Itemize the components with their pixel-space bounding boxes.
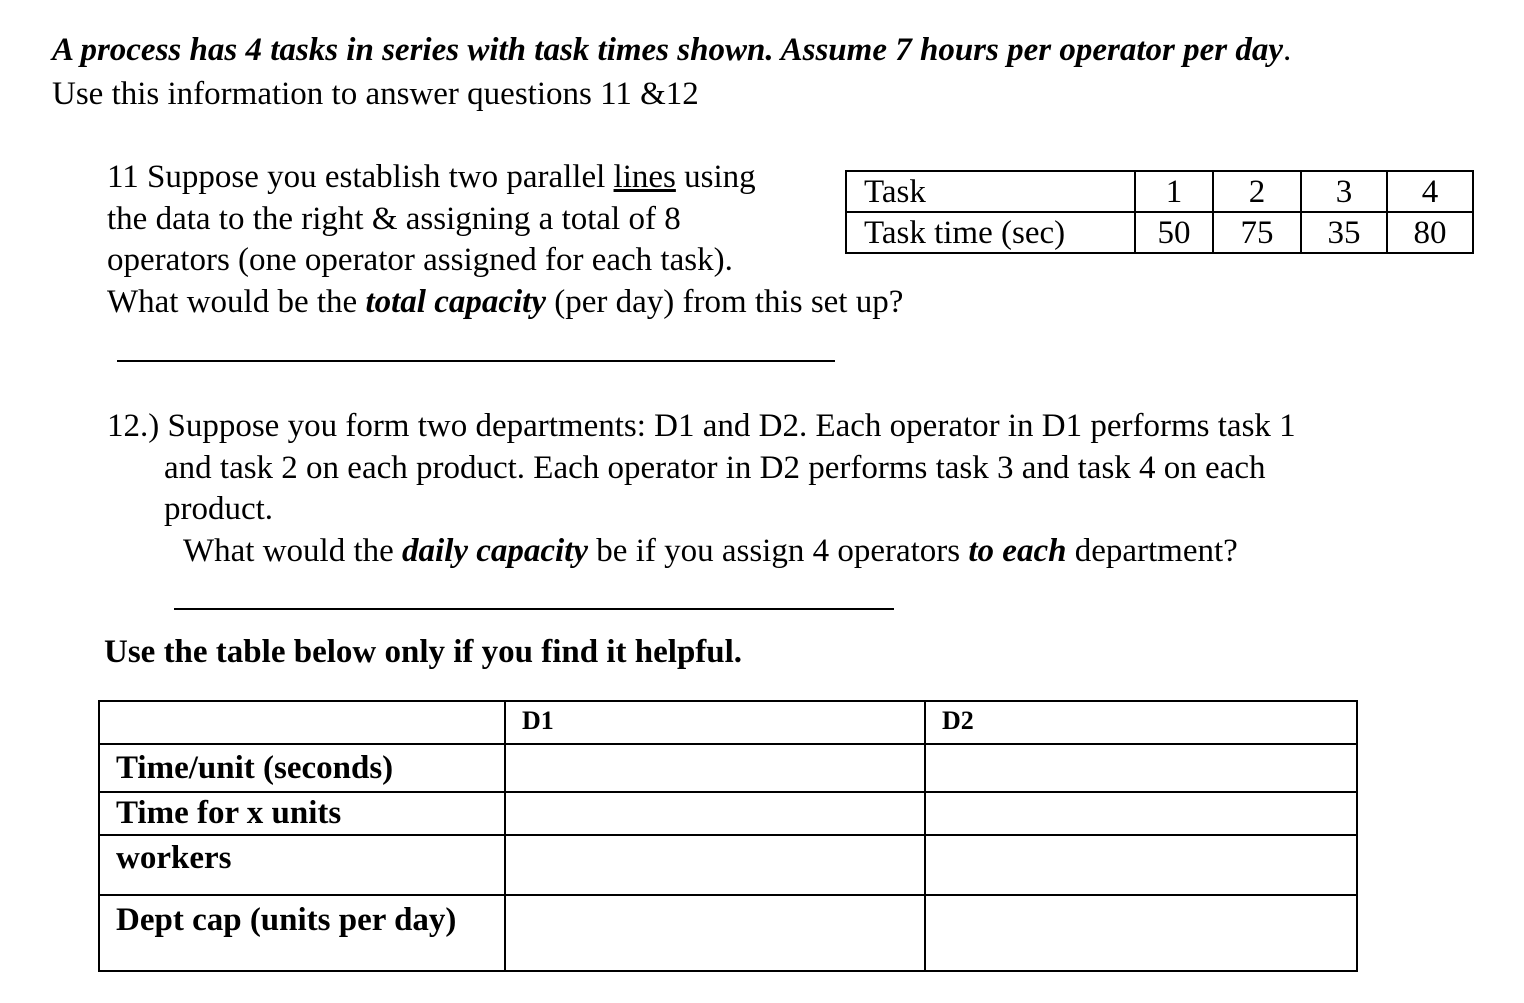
department-worksheet-table [98, 700, 1358, 972]
q12-text: department? [1066, 532, 1238, 569]
row-label: workers [99, 835, 505, 895]
q12-text: be if you assign 4 operators [588, 532, 969, 569]
intro-line-2: Use this information to answer questions 11 &12 [52, 76, 699, 112]
helper-note: Use the table below only if you find it helpful. [104, 634, 743, 670]
d1-input-cell[interactable] [505, 792, 925, 835]
task-time-row-label: Task time (sec) [846, 212, 1135, 253]
q12-emphasis-daily-capacity: daily capacity [402, 532, 589, 569]
q11-text: (per day) from this set up? [545, 283, 904, 320]
question-12 [107, 406, 1296, 572]
d1-input-cell[interactable] [505, 895, 925, 971]
q12-line-1: 12.) Suppose you form two departments: D1 and D2. Each operator in D1 performs task 1 [107, 408, 1296, 444]
q12-line-4 [107, 531, 1296, 573]
row-label: Time for x units [99, 792, 505, 835]
d1-input-cell[interactable] [505, 835, 925, 895]
d1-input-cell[interactable] [505, 744, 925, 792]
task-time-value: 50 [1135, 212, 1213, 253]
row-label: Time/unit (seconds) [99, 744, 505, 792]
task-row-label: Task [846, 171, 1135, 212]
task-time-row [846, 212, 1473, 253]
intro-line-1 [52, 30, 1291, 70]
table-row [99, 744, 1357, 792]
q11-underlined-word: lines [613, 159, 676, 195]
task-row [846, 171, 1473, 212]
answer-blank-q11[interactable] [117, 360, 835, 362]
q11-line-3: operators (one operator assigned for each task). [107, 242, 733, 278]
row-label: Dept cap (units per day) [99, 895, 505, 971]
intro-period: . [1283, 32, 1292, 68]
task-time-value: 80 [1387, 212, 1473, 253]
column-header-d1: D1 [505, 701, 925, 744]
q11-emphasis: total capacity [365, 283, 546, 320]
question-11 [107, 157, 903, 323]
d2-input-cell[interactable] [925, 744, 1357, 792]
q12-line-3: product. [164, 491, 274, 527]
task-number: 2 [1213, 171, 1301, 212]
task-number: 3 [1301, 171, 1387, 212]
task-time-value: 75 [1213, 212, 1301, 253]
d2-input-cell[interactable] [925, 835, 1357, 895]
q12-line-2: and task 2 on each product. Each operator in D2 performs task 3 and task 4 on each [164, 449, 1266, 486]
answer-blank-q12[interactable] [174, 608, 894, 610]
q12-text: What would the [183, 532, 403, 569]
table-header-row [99, 701, 1357, 744]
q11-text: using [675, 159, 756, 195]
table-row [99, 792, 1357, 835]
table-row [99, 895, 1357, 971]
q11-text: 11 Suppose you establish two parallel [107, 159, 614, 195]
q12-emphasis-to-each: to each [968, 532, 1067, 569]
task-number: 4 [1387, 171, 1473, 212]
header-blank-cell [99, 701, 505, 744]
q11-line-2: the data to the right & assigning a total of 8 [107, 200, 681, 237]
column-header-d2: D2 [925, 701, 1357, 744]
intro-emphasis: A process has 4 tasks in series with task times shown. Assume 7 hours per operator per day [52, 32, 1283, 68]
q11-line-4 [107, 282, 903, 324]
d2-input-cell[interactable] [925, 895, 1357, 971]
q11-line-1 [107, 157, 903, 199]
d2-input-cell[interactable] [925, 792, 1357, 835]
q11-text: What would be the [107, 283, 366, 320]
table-row [99, 835, 1357, 895]
task-number: 1 [1135, 171, 1213, 212]
task-time-table [845, 170, 1474, 254]
task-time-value: 35 [1301, 212, 1387, 253]
